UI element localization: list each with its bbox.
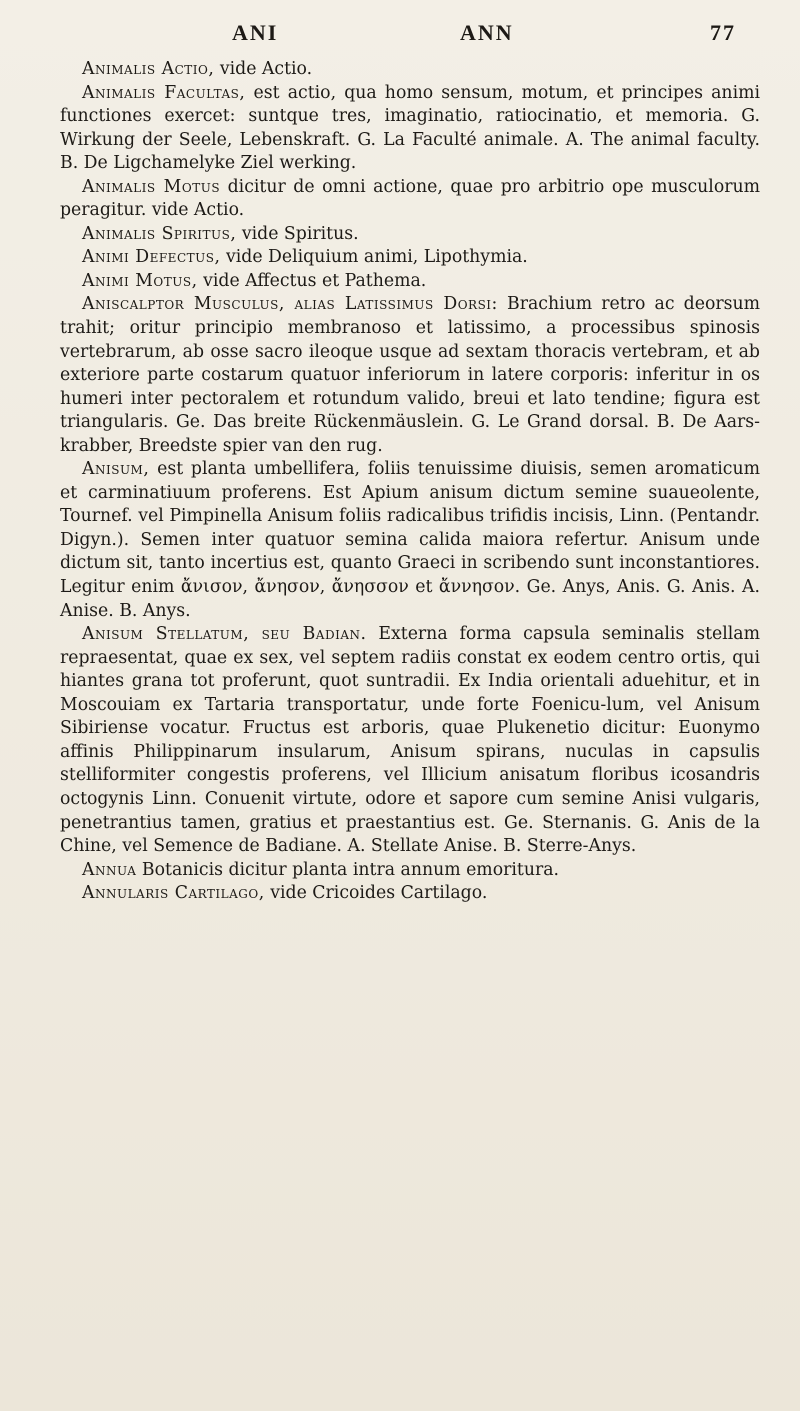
entry-animi-defectus (60, 246, 760, 270)
entry-headword: Annua (82, 859, 137, 880)
entry-annua (60, 859, 760, 883)
entry-headword: Animi Defectus, (82, 247, 221, 268)
entry-headword: Annularis Cartilago, (82, 883, 265, 904)
entry-headword: Animalis Facultas, (82, 82, 246, 103)
header-left-word: ANI (232, 20, 279, 45)
entry-text: vide Spiritus. (241, 223, 359, 244)
entry-aniscalptor (60, 293, 760, 458)
entry-anisum (60, 458, 760, 623)
entry-text: Brachium retro ac deorsum trahit; oritur principio membranoso et latissimo, a processibus spinosis vertebrarum, ab osse sacro ileoque usque ad sextam thoracis vertebram, et ab exteriore parte costarum quatuor inferiorum in latere corporis: inferitur in os humeri inter pectoralem et rotundum valido, breui et lato tendine; figura est triangularis. Ge. Das breite Rückenmäuslein. G. Le Grand dorsal. B. De Aars-krabber, Breedste spier van den rug. (60, 294, 760, 456)
entry-headword: Anisum, (82, 459, 150, 480)
entry-headword: Aniscalptor Musculus, alias Latissimus Dorsi: (82, 294, 498, 315)
running-header (0, 20, 800, 60)
entry-text: est planta umbellifera, foliis tenuissime diuisis, semen aromaticum et carminatiuum proferens. Est Apium anisum dictum semine suaueolente, Tournef. vel Pimpinella Anisum foliis radicalibus trifidis incisis, Linn. (Pentandr. Digyn.). Semen inter quatuor semina calida maiora refertur. Anisum unde dictum sit, tanto incertius est, quanto Graeci in scribendo sunt inconstantiores. Legitur enim ἄνισον, ἄνησον, ἄνησσον et ἄννησον. Ge. Anys, Anis. G. Anis. A. Anise. B. Anys. (60, 459, 760, 621)
page-number: 77 (710, 20, 736, 45)
dictionary-body (60, 58, 760, 906)
entry-text: Externa forma capsula seminalis stellam repraesentat, quae ex sex, vel septem radiis constat ex eodem centro ortis, qui hiantes grana tot proferunt, quot suntradii. Ex India orientali aduehitur, et in Moscouiam ex Tartaria transportatur, unde forte Foenicu-lum, vel Anisum Sibiriense vocatur. Fructus est arboris, quae Plukenetio dicitur: Euonymo affinis Philippinarum insularum, Anisum spirans, nuculas in capsulis stelliformiter congestis proferens, vel Illicium anisatum floribus icosandris octogynis Linn. Conuenit virtute, odore et sapore cum semine Anisi vulgaris, penetrantius tamen, gratius et praestantius est. Ge. Sternanis. G. Anis de la Chine, vel Semence de Badiane. A. Stellate Anise. B. Sterre-Anys. (60, 624, 760, 857)
entry-animalis-actio (60, 58, 760, 82)
entry-text: est actio, qua homo sensum, motum, et principes animi functiones exercet: suntque tres, imaginatio, ratiocinatio, et memoria. G. Wirkung der Seele, Lebenskraft. G. La Faculté animale. A. The animal faculty. B. De Ligchamelyke Ziel werking. (60, 82, 761, 174)
entry-headword: Animalis Actio, (82, 59, 215, 79)
entry-anisum-stellatum (60, 623, 760, 858)
entry-animalis-motus (60, 176, 760, 223)
entry-text: vide Cricoides Cartilago. (270, 883, 488, 904)
entry-animalis-spiritus (60, 223, 760, 247)
entry-text: vide Deliquium animi, Lipothymia. (225, 247, 528, 268)
entry-animi-motus (60, 270, 760, 294)
entry-headword: Animi Motus, (82, 270, 198, 291)
entry-animalis-facultas (60, 82, 760, 176)
entry-text: vide Actio. (219, 59, 313, 79)
entry-headword: Animalis Spiritus, (82, 223, 237, 244)
entry-text: vide Affectus et Pathema. (203, 270, 427, 291)
entry-headword: Anisum Stellatum, seu Badian. (82, 624, 367, 645)
entry-annularis-cartilago (60, 882, 760, 906)
entry-text: dicitur de omni actione, quae pro arbitrio ope musculorum peragitur. vide Actio. (60, 176, 761, 221)
entry-headword: Animalis Motus (82, 176, 221, 197)
entry-text: Botanicis dicitur planta intra annum emoritura. (141, 859, 560, 880)
header-right-word: ANN (460, 20, 514, 45)
